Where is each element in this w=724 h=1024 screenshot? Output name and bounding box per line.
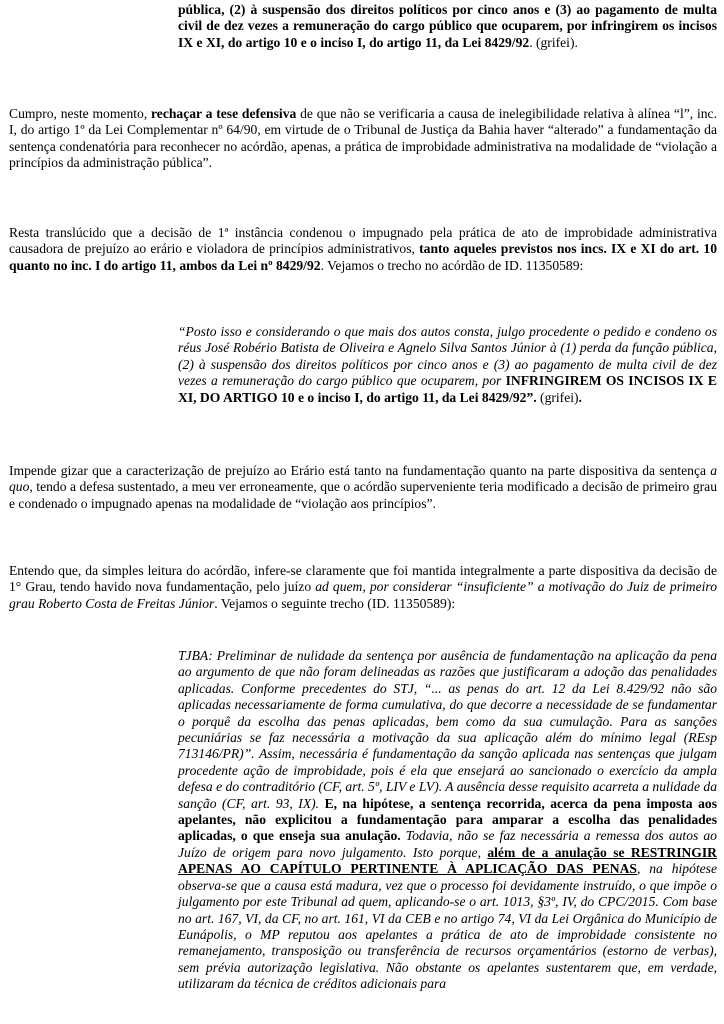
text-bold-underline: além de a anulação se RESTRINGIR APENAS AO CAPÍTULO PERTINENTE À APLICAÇÃO DAS PENAS (178, 844, 717, 877)
text-bold: tanto aqueles previstos nos incs. IX e XI do art. 10 quanto no inc. I do artigo 11, ambos da Lei nº 8429/92 (9, 241, 717, 273)
paragraph-first-instance (9, 225, 717, 274)
text-bold: . (578, 389, 582, 405)
text-italic: ad quem, por considerar “insuficiente” a motivação do Juiz de primeiro grau Roberto Costa de Freitas Júnior (9, 579, 717, 611)
text: Entendo que, da simples leitura do acórdão, infere-se claramente que foi mantida integralmente a parte dispositiva da decisão de 1° Grau, tendo havido nova fundamentação, pelo juízo (9, 563, 717, 595)
paragraph-continuation (178, 2, 717, 51)
text-bold: pública, (2) à suspensão dos direitos políticos por cinco anos e (3) ao pagamento de multa civil de dez vezes a remuneração do cargo público que ocuparem, por infringirem os incisos IX e XI, do artigo 10 e o inciso I, do artigo 11, da Lei 8429/92 (178, 2, 717, 50)
text: . Vejamos o seguinte trecho (ID. 11350589): (214, 595, 456, 611)
text: (grifei) (536, 389, 579, 405)
quote-sentence (178, 324, 717, 406)
text-bold: rechaçar a tese defensiva (151, 106, 297, 121)
text: . Vejamos o trecho no acórdão de ID. 11350589: (320, 257, 584, 273)
text-bold: INFRINGIREM OS INCISOS IX E XI, DO ARTIGO 10 e o inciso I, do artigo 11, da Lei 8429/92”. (178, 373, 717, 405)
paragraph-damage (9, 463, 717, 512)
text: . (grifei). (529, 34, 578, 50)
quote-tjba (178, 648, 717, 993)
text-italic: a quo (9, 463, 717, 495)
text: Resta translúcido que a decisão de 1ª instância condenou o impugnado pela prática de ato de improbidade administrativa causadora de prejuízo ao erário e violadora de princípios administrativos, (9, 225, 717, 257)
text-bold: E, na hipótese, a sentença recorrida, acerca da pena imposta aos apelantes, não explicitou a fundamentação para amparar a escolha das penalidades aplicadas, o que enseja sua anulação. (178, 795, 717, 844)
text: Cumpro, neste momento, (9, 106, 152, 121)
paragraph-rejection (9, 106, 717, 172)
text: TJBA: Preliminar de nulidade da sentença por ausência de fundamentação na aplicação da pena ao argumento de que não foram delineadas as razões que justificaram a adoção das penalidades aplicadas. Conforme precedentes do STJ, “... as penas do art. 12 da Lei 8.429/92 não são aplicadas necessariamente de forma cumulativa, do que decorre a necessidade de se fundamentar o porquê da escolha das penas aplicadas, bem como da sua cumulação. Para as sanções pecuniárias se faz necessária a motivação da sua aplicação além do mínimo legal (REsp 713146/PR)”. Assim, necessária é fundamentação da sanção aplicada nas sentenças que julgam procedente ação de improbidade, pois é ela que ensejará ao sancionado o exercício da ampla defesa e do contraditório (CF, art. 5º, LIV e LV). A ausência desse requisito acarreta a nulidade da sanção (CF, art. 93, IX). (178, 648, 717, 811)
text: Impende gizar que a caracterização de prejuízo ao Erário está tanto na fundamentação quanto na parte dispositiva da sentença (9, 463, 711, 478)
text: de que não se verificaria a causa de inelegibilidade relativa à alínea “l”, inc. I, do artigo 1º da Lei Complementar nº 64/90, em virtude de o Tribunal de Justiça da Bahia haver “alterado” a fundamentação da sentença condenatória para reconhecer no acórdão, apenas, a prática de improbidade administrativa na modalidade de “violação a princípios da administração pública”. (9, 106, 717, 171)
text: “Posto isso e considerando o que mais dos autos consta, julgo procedente o pedido e condeno os réus José Robério Batista de Oliveira e Agnelo Silva Santos Júnior à (1) perda da função pública, (2) à suspensão dos direitos políticos por cinco anos e (3) ao pagamento de multa civil de dez vezes a remuneração do cargo público que ocuparem, por (178, 324, 717, 389)
text: , na hipótese observa-se que a causa está madura, vez que o processo foi devidamente instruído, o que impõe o julgamento por este Tribunal ad quem, aplicando-se o art. 1013, §3º, IV, do CPC/2015. Com base no art. 167, VI, da CF, no art. 161, VI da CEB e no artigo 74, VI da Lei Orgânica do Município de Eunápolis, o MP reputou aos apelantes a prática de ato de improbidade consistente no remanejamento, transposição ou transferência de recursos orçamentários (estorno de verbas), sem prévia autorização legislativa. Não obstante os apelantes sustentarem que, em verdade, utilizaram da técnica de créditos adicionais para (178, 861, 717, 992)
text: Todavia, não se faz necessária a remessa dos autos ao Juízo de origem para novo julgamento. Isto porque, (178, 828, 717, 860)
paragraph-reading (9, 563, 717, 612)
text: , tendo a defesa sustentado, a meu ver erroneamente, que o acórdão superveniente teria modificado a decisão de primeiro grau e condenado o impugnado apenas na modalidade de “violação aos princípios”. (9, 479, 717, 511)
